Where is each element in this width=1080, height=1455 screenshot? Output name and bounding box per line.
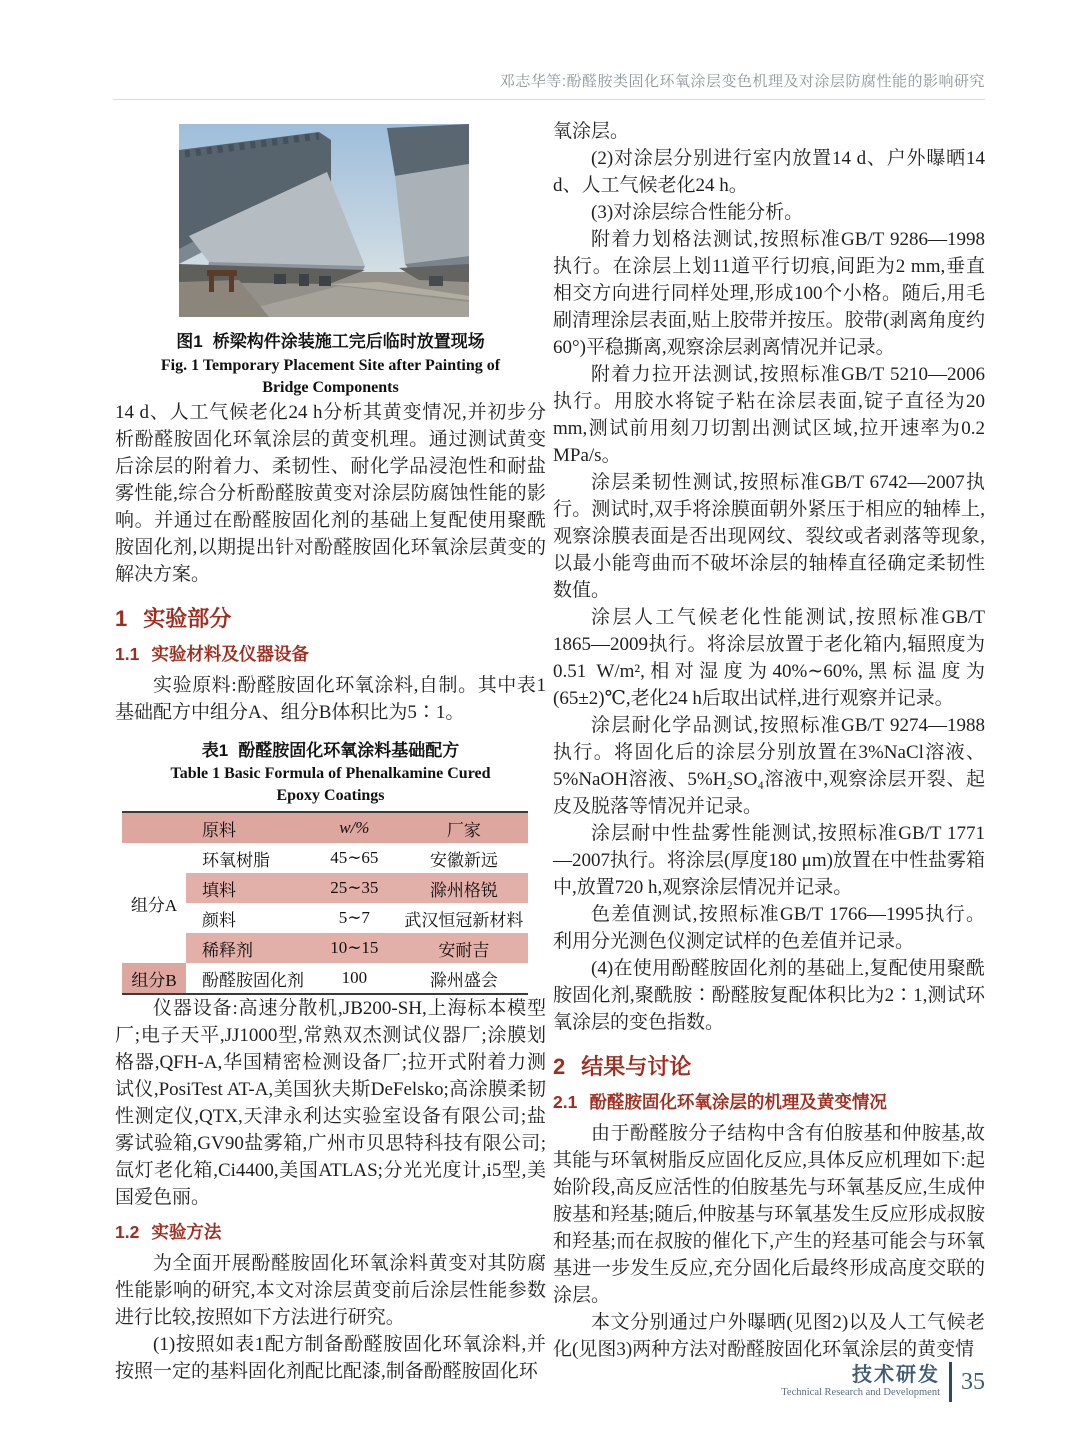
table1-cell-manufacturer: 安耐吉: [400, 933, 528, 963]
right-paragraph-11: (4)在使用酚醛胺固化剂的基础上,复配使用聚酰胺固化剂,聚酰胺∶酚醛胺复配体积比为2∶1,测试环氧涂层的变色指数。: [553, 958, 985, 1033]
figure1-caption-en: [115, 355, 546, 399]
section-2-1-number: 2.1: [553, 1092, 578, 1112]
table1-caption-en-line2: Epoxy Coatings: [276, 787, 385, 804]
table1-cell-w: 100: [341, 968, 368, 987]
figure1-caption-en-line1: Fig. 1 Temporary Placement Site after Painting of: [160, 357, 501, 374]
table1-cell-material: 酚醛胺固化剂: [202, 970, 305, 990]
table1-cell-material: 稀释剂: [186, 933, 309, 963]
right-paragraph-1: 氧涂层。: [553, 121, 630, 142]
left-paragraph-4: 为全面开展酚醛胺固化环氧涂料黄变对其防腐性能影响的研究,本文对涂层黄变前后涂层性能参数进行比较,按照如下方法进行研究。: [115, 1253, 546, 1328]
left-paragraph-5: (1)按照如表1配方制备酚醛胺固化环氧涂料,并按照一定的基料固化剂配比配漆,制备酚醛胺固化环: [115, 1334, 546, 1382]
section-1-heading: [115, 602, 546, 633]
figure1-photo: [179, 124, 469, 317]
section-2-heading: [553, 1050, 985, 1081]
table1-cell-w: 25∼35: [309, 873, 400, 903]
section-2-number: 2: [553, 1054, 566, 1079]
left-column: [115, 118, 546, 1385]
right-paragraph-4: 附着力划格法测试,按照标准GB/T 9286—1998执行。在涂层上划11道平行切痕,间距为2 mm,垂直相交方向进行同样处理,形成100个小格。随后,用毛刷清理涂层表面,贴上胶带并按压。胶带(剥离角度约60°)平稳撕离,观察涂层剥离情况并记录。: [553, 229, 985, 358]
table1-caption-cn: [115, 736, 546, 761]
table1-cell-manufacturer: 滁州格锐: [400, 873, 528, 903]
page-number: 35: [961, 1368, 985, 1395]
section-2-1-heading: [553, 1089, 985, 1114]
bridge-components-photo: [179, 124, 469, 317]
table1-header-row: [122, 812, 528, 843]
table1-cell-manufacturer: 滁州盛会: [429, 970, 498, 990]
footer-divider: [949, 1362, 952, 1402]
right-paragraph-2: (2)对涂层分别进行室内放置14 d、户外曝晒14 d、人工气候老化24 h。: [553, 148, 985, 196]
table1-cell-manufacturer: 武汉恒冠新材料: [404, 910, 524, 930]
left-paragraph-2: 实验原料:酚醛胺固化环氧涂料,自制。其中表1基础配方中组分A、组分B体积比为5∶1。: [115, 675, 546, 723]
right-paragraph-12: 由于酚醛胺分子结构中含有伯胺基和仲胺基,故其能与环氧树脂反应固化反应,具体反应机理如下:起始阶段,高反应活性的伯胺基先与环氧基反应,生成仲胺基和羟基;随后,仲胺基与环氧基发生反应形成叔胺和羟基;而在叔胺的催化下,产生的羟基可能会与环氧基进一步发生反应,充分固化后最终形成高度交联的涂层。: [553, 1123, 985, 1306]
section-1-1-title: 实验材料及仪器设备: [151, 644, 309, 664]
footer-section-en: Technical Research and Development: [781, 1387, 940, 1398]
figure1-caption-text: 桥梁构件涂装施工完后临时放置现场: [212, 332, 485, 351]
right-paragraph-6: 涂层柔韧性测试,按照标准GB/T 6742—2007执行。测试时,双手将涂膜面朝外紧压于相应的轴棒上,观察涂膜表面是否出现网纹、裂纹或者剥落等现象,以最小能弯曲而不破坏涂层的轴棒直径确定柔韧性数值。: [553, 472, 985, 601]
left-paragraph-1: 14 d、人工气候老化24 h分析其黄变情况,并初步分析酚醛胺固化环氧涂层的黄变机理。通过测试黄变后涂层的附着力、柔韧性、耐化学品浸泡性和耐盐雾性能,综合分析酚醛胺黄变对涂层防腐蚀性能的影响。并通过在酚醛胺固化剂的基础上复配使用聚酰胺固化剂,以期提出针对酚醛胺固化环氧涂层黄变的解决方案。: [115, 402, 546, 585]
right-paragraph-13: 本文分别通过户外曝晒(见图2)以及人工气候老化(见图3)两种方法对酚醛胺固化环氧涂层的黄变情: [553, 1312, 985, 1360]
running-head-title: 邓志华等:酚醛胺类固化环氧涂层变色机理及对涂层防腐性能的影响研究: [499, 73, 985, 90]
table1-caption-label: 表1: [201, 741, 229, 760]
table1-group-a-label: 组分A: [130, 895, 178, 915]
table1-cell-material: 环氧树脂: [202, 850, 271, 870]
section-1-title: 实验部分: [143, 606, 232, 631]
table1-cell-material: 颜料: [202, 910, 237, 930]
table1-cell-material: 填料: [186, 873, 309, 903]
table1-row-curing-agent: [122, 963, 528, 994]
section-1-1-heading: [115, 641, 546, 666]
right-paragraph-3: (3)对涂层综合性能分析。: [591, 202, 804, 223]
section-1-1-number: 1.1: [115, 644, 140, 664]
left-paragraph-3: 仪器设备:高速分散机,JB200-SH,上海标本模型厂;电子天平,JJ1000型,常熟双杰测试仪器厂;涂膜划格器,QFH-A,华国精密检测设备厂;拉开式附着力测试仪,PosiTest AT-A,美国狄夫斯DeFelsko;高涂膜柔韧性测定仪,QTX,天津永利达实验室设备有限公司;盐雾试验箱,GV90盐雾箱,广州市贝思特科技有限公司;氙灯老化箱,Ci4400,美国ATLAS;分光光度计,i5型,美国爱色丽。: [115, 998, 546, 1208]
section-1-2-number: 1.2: [115, 1222, 140, 1242]
footer-section-cn: 技术研发: [852, 1364, 940, 1386]
right-paragraph-9: 涂层耐中性盐雾性能测试,按照标准GB/T 1771—2007执行。将涂层(厚度180 μm)放置在中性盐雾箱中,放置720 h,观察涂层情况并记录。: [553, 823, 985, 898]
page-footer: [781, 1362, 985, 1402]
figure1-caption-en-line2: Bridge Components: [262, 379, 399, 396]
section-1-2-title: 实验方法: [151, 1222, 222, 1242]
section-2-title: 结果与讨论: [581, 1054, 692, 1079]
table1-header-w: w/%: [309, 812, 400, 843]
figure1-caption-cn: [115, 327, 546, 352]
section-1-2-heading: [115, 1219, 546, 1244]
figure1-caption-label: 图1: [176, 332, 203, 351]
table1-caption-en-line1: Table 1 Basic Formula of Phenalkamine Cured: [170, 765, 491, 782]
right-paragraph-8: 涂层耐化学品测试,按照标准GB/T 9274—1988执行。将固化后的涂层分别放置在3%NaCl溶液、5%NaOH溶液、5%H₂SO₄溶液中,观察涂层开裂、起皮及脱落等情况并记录。: [553, 715, 985, 817]
right-paragraph-10: 色差值测试,按照标准GB/T 1766—1995执行。利用分光测色仪测定试样的色差值并记录。: [553, 904, 985, 952]
right-paragraph-5: 附着力拉开法测试,按照标准GB/T 5210—2006执行。用胶水将锭子粘在涂层表面,锭子直径为20 mm,测试前用刻刀切割出测试区域,拉开速率为0.2 MPa/s。: [553, 364, 985, 466]
section-2-1-title: 酚醛胺固化环氧涂层的机理及黄变情况: [589, 1092, 887, 1112]
table1: [122, 811, 528, 995]
table1-cell-manufacturer: 安徽新远: [429, 850, 498, 870]
table1-cell-w: 5∼7: [338, 908, 370, 927]
table1-cell-w: 45∼65: [330, 848, 379, 867]
table1-header-manufacturer: 厂家: [400, 812, 528, 843]
table1-header-empty: [122, 812, 186, 843]
table1-group-b-label: 组分B: [122, 963, 186, 994]
table1-caption-text: 酚醛胺固化环氧涂料基础配方: [238, 741, 460, 760]
right-paragraph-7: 涂层人工气候老化性能测试,按照标准GB/T 1865—2009执行。将涂层放置于老化箱内,辐照度为0.51 W/m²,相对湿度为40%∼60%,黑标温度为(65±2)℃,老化24 h后取出试样,进行观察并记录。: [553, 607, 985, 709]
section-1-number: 1: [115, 606, 128, 631]
footer-section: [781, 1364, 940, 1400]
table1-header-material: 原料: [186, 812, 309, 843]
table1-row-epoxy: [122, 843, 528, 873]
right-column: [553, 118, 985, 1363]
table1-cell-w: 10∼15: [309, 933, 400, 963]
header-rule: [113, 99, 985, 100]
table1-caption-en: [115, 763, 546, 807]
